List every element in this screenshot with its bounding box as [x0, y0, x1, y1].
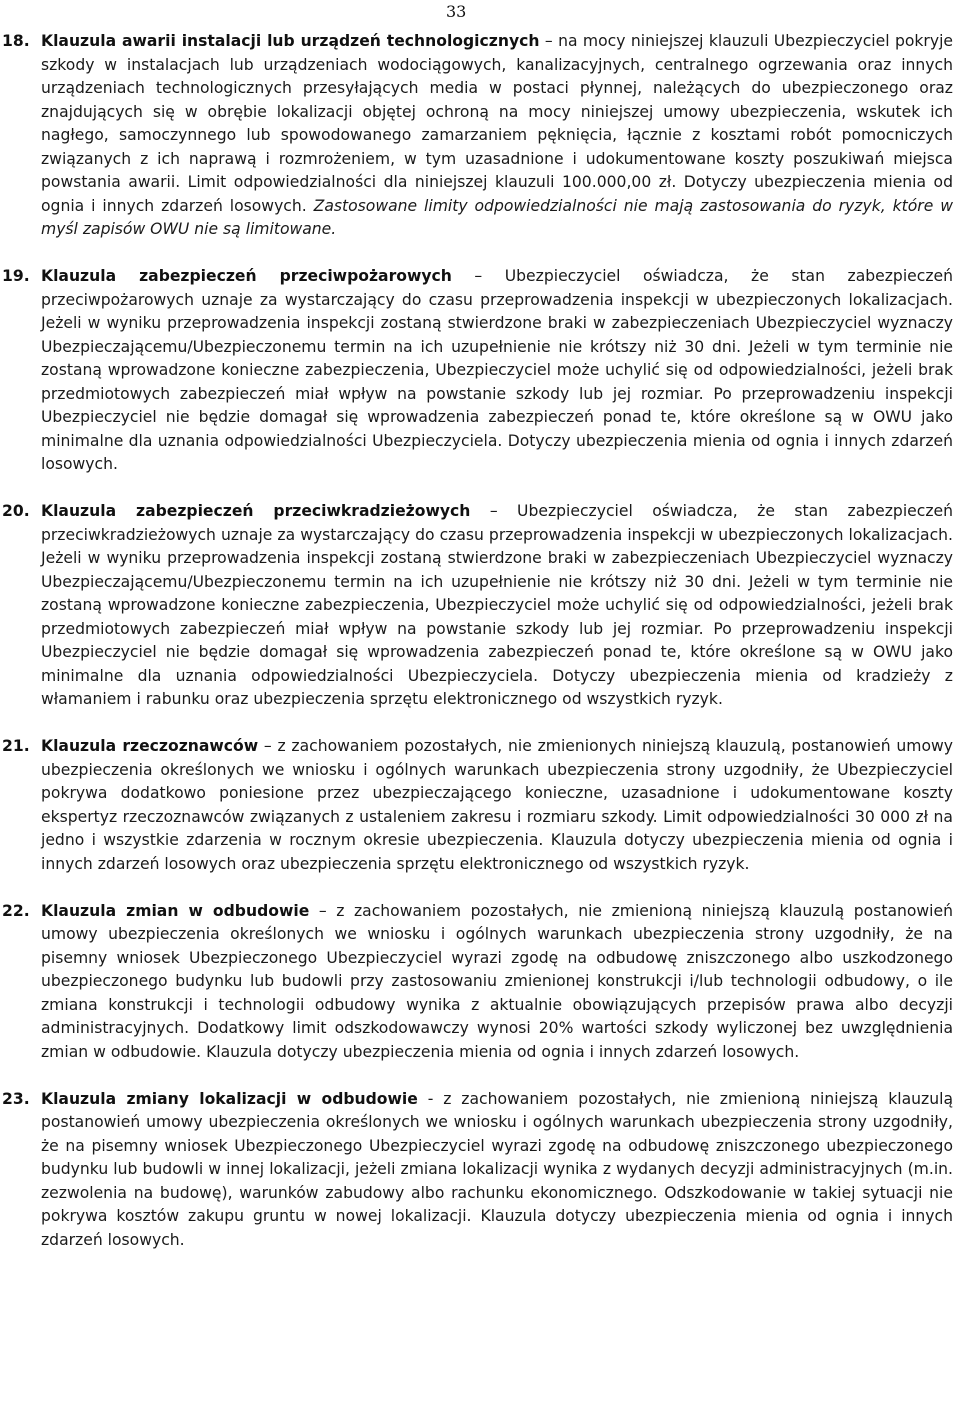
clause-title: Klauzula zmiany lokalizacji w odbudowie: [41, 1089, 418, 1108]
page-number: 33: [446, 2, 467, 21]
clause-18: [0, 30, 960, 242]
clause-body: – na mocy niniejszej klauzuli Ubezpieczyciel pokryje szkody w instalacjach lub urządzeniach wodociągowych, kanalizacyjnych, centralnego ogrzewania oraz innych urządzeniach technologicznych przesyłających media w postaci płynnej, należących do ubezpieczonego oraz znajdujących się w obrębie lokalizacji objętej ochroną na mocy niniejszej umowy ubezpieczenia, wskutek ich nagłego, samoczynnego lub spowodowanego zamarzaniem pęknięcia, łącznie z kosztami robót pomocniczych związanych z ich naprawą i rozmrożeniem, w tym uzasadnione i udokumentowane koszty poszukiwań miejsca powstania awarii. Limit odpowiedzialności dla niniejszej klauzuli 100.000,00 zł. Dotyczy ubezpieczenia mienia od ognia i innych zdarzeń losowych.: [41, 32, 953, 215]
clauses-list: [0, 30, 960, 1276]
clause-body: – Ubezpieczyciel oświadcza, że stan zabezpieczeń przeciwkradzieżowych uznaje za wystarczający do czasu przeprowadzenia inspekcji w ubezpieczonych lokalizacjach. Jeżeli w wyniku przeprowadzenia inspekcji zostaną stwierdzone braki w zabezpieczeniach Ubezpieczyciel wyznaczy Ubezpieczającemu/Ubezpieczonemu termin na ich uzupełnienie nie krótszy niż 30 dni. Jeżeli w tym terminie nie zostaną wprowadzone konieczne zabezpieczenia, Ubezpieczyciel może uchylić się od odpowiedzialności, jeżeli brak przedmiotowych zabezpieczeń miał wpływ na powstanie szkody lub jej rozmiar. Po przeprowadzeniu inspekcji Ubezpieczyciel nie będzie domagał się wprowadzenia zabezpieczeń ponad te, które określone są w OWU jako minimalne dla uznania odpowiedzialności Ubezpieczyciela. Dotyczy ubezpieczenia mienia od kradzieży z włamaniem i rabunku oraz ubezpieczenia sprzętu elektronicznego od wszystkich ryzyk.: [41, 502, 953, 708]
clause-22: [0, 900, 960, 1065]
clause-23: [0, 1088, 960, 1253]
clause-number: 21.: [2, 737, 30, 755]
clause-number: 19.: [2, 267, 30, 285]
clause-number: 20.: [2, 502, 30, 520]
clause-title: Klauzula awarii instalacji lub urządzeń technologicznych: [41, 32, 540, 50]
clause-number: 18.: [2, 32, 30, 50]
clause-number: 23.: [2, 1089, 30, 1108]
clause-title: Klauzula zabezpieczeń przeciwpożarowych: [41, 267, 452, 285]
clause-body: – Ubezpieczyciel oświadcza, że stan zabezpieczeń przeciwpożarowych uznaje za wystarczający do czasu przeprowadzenia inspekcji w ubezpieczonych lokalizacjach. Jeżeli w wyniku przeprowadzenia inspekcji zostaną stwierdzone braki w zabezpieczeniach Ubezpieczyciel wyznaczy Ubezpieczającemu/Ubezpieczonemu termin na ich uzupełnienie nie krótszy niż 30 dni. Jeżeli w tym terminie nie zostaną wprowadzone konieczne zabezpieczenia, Ubezpieczyciel może uchylić się od odpowiedzialności, jeżeli brak przedmiotowych zabezpieczeń miał wpływ na powstanie szkody lub jej rozmiar. Po przeprowadzeniu inspekcji Ubezpieczyciel nie będzie domagał się wprowadzenia zabezpieczeń ponad te, które określone są w OWU jako minimalne dla uznania odpowiedzialności Ubezpieczyciela. Dotyczy ubezpieczenia mienia od ognia i innych zdarzeń losowych.: [41, 267, 953, 473]
clause-body: - z zachowaniem pozostałych, nie zmienioną niniejszą klauzulą postanowień umowy ubezpieczenia określonych we wniosku i ogólnych warunkach ubezpieczenia strony uzgodniły, że na pisemny wniosek Ubezpieczonego Ubezpieczyciel wyrazi zgodę na odbudowę zniszczonego ubezpieczonego budynku lub budowli w innej lokalizacji, jeżeli zmiana lokalizacji wynika z wydanych decyzji administracyjnych (m.in. zezwolenia na budowę), warunków zabudowy albo rachunku ekonomicznego. Odszkodowanie w takiej sytuacji nie pokrywa kosztów zakupu gruntu w nowej lokalizacji. Klauzula dotyczy ubezpieczenia mienia od ognia i innych zdarzeń losowych.: [41, 1089, 953, 1249]
clause-19: [0, 265, 960, 477]
clause-title: Klauzula zmian w odbudowie: [41, 901, 310, 920]
clause-21: [0, 735, 960, 876]
clause-20: [0, 500, 960, 712]
clause-italic-note: Zastosowane limity odpowiedzialności nie mają zastosowania do ryzyk, które w myśl zapisów OWU nie są limitowane.: [41, 196, 953, 238]
clause-body: – z zachowaniem pozostałych, nie zmienioną niniejszą klauzulą postanowień umowy ubezpieczenia określonych we wniosku i ogólnych warunkach ubezpieczenia strony uzgodniły, że na pisemny wniosek Ubezpieczonego Ubezpieczyciel wyrazi zgodę na odbudowę zniszczonego albo uszkodzonego ubezpieczonego budynku lub budowli przy zastosowaniu zmienionej konstrukcji i/lub technologii odbudowy, o ile zmiana konstrukcji i technologii odbudowy wynika z aktualnie obowiązujących przepisów prawa albo decyzji administracyjnych. Dodatkowy limit odszkodowawczy wynosi 20% wartości szkody wyliczonej bez uwzględnienia zmian w odbudowie. Klauzula dotyczy ubezpieczenia mienia od ognia i innych zdarzeń losowych.: [41, 901, 953, 1061]
clause-title: Klauzula rzeczoznawców: [41, 737, 259, 755]
clause-body: – z zachowaniem pozostałych, nie zmienionych niniejszą klauzulą, postanowień umowy ubezpieczenia określonych we wniosku i ogólnych warunkach ubezpieczenia strony uzgodniły, że Ubezpieczyciel pokrywa dodatkowo poniesione przez ubezpieczającego konieczne, uzasadnione i udokumentowane koszty ekspertyz rzeczoznawców związanych z ustaleniem zakresu i rozmiaru szkody. Limit odpowiedzialności 30 000 zł na jedno i wszystkie zdarzenia w rocznym okresie ubezpieczenia. Klauzula dotyczy ubezpieczenia mienia od ognia i innych zdarzeń losowych oraz ubezpieczenia sprzętu elektronicznego od wszystkich ryzyk.: [41, 737, 953, 873]
clause-title: Klauzula zabezpieczeń przeciwkradzieżowych: [41, 502, 471, 520]
clause-number: 22.: [2, 901, 30, 920]
